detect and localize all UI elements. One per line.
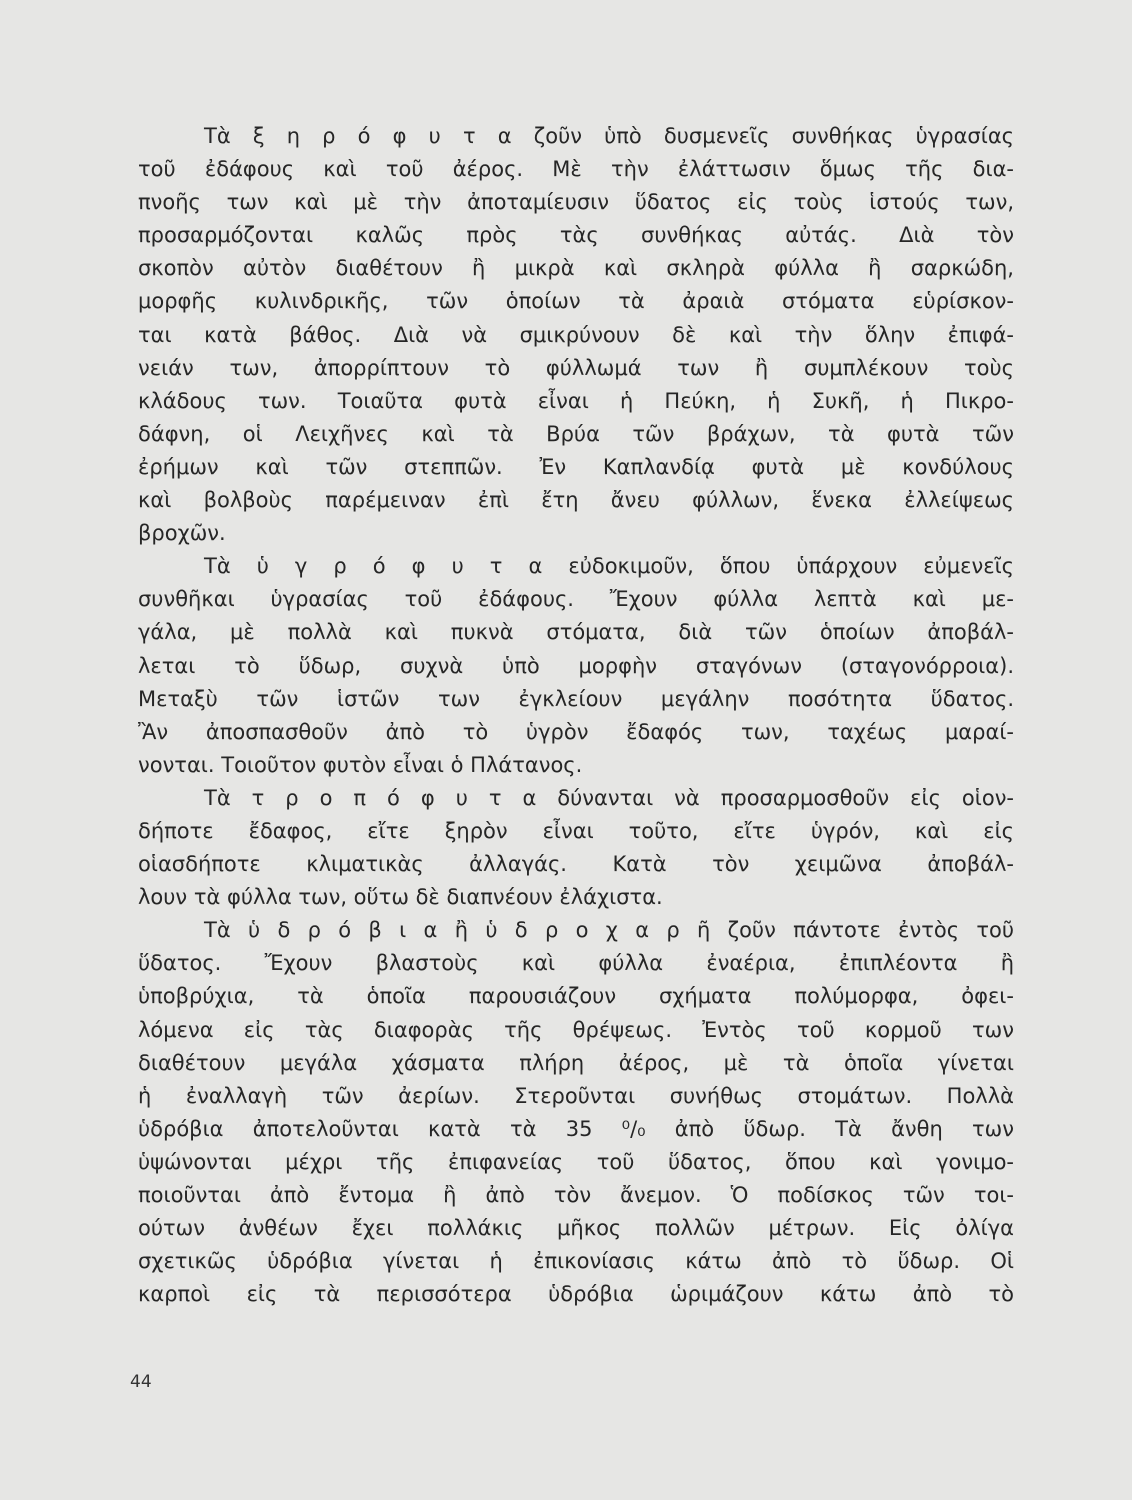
text-line: ὕδατος. Ἔχουν βλαστοὺς καὶ φύλλα ἐναέρια, ἐπιπλέοντα ἢ <box>138 951 1014 976</box>
text-line: ὑδρόβια ἀποτελοῦνται κατὰ τὰ 35 ⁰/₀ ἀπὸ ὕδωρ. Τὰ ἄνθη των <box>138 1116 1014 1141</box>
paragraph-tropophytes <box>138 782 1014 914</box>
text-line: πνοῆς των καὶ μὲ τὴν ἀποταμίευσιν ὕδατος εἰς τοὺς ἱστούς των, <box>138 190 1014 215</box>
text-line: καρποὶ εἰς τὰ περισσότερα ὑδρόβια ὡριμάζουν κάτω ἀπὸ τὸ <box>138 1282 1014 1307</box>
paragraph-hydrophytes <box>138 914 1014 1311</box>
text-line: τοῦ ἐδάφους καὶ τοῦ ἀέρος. Μὲ τὴν ἐλάττωσιν ὅμως τῆς δια- <box>138 157 1014 182</box>
text-line: γάλα, μὲ πολλὰ καὶ πυκνὰ στόματα, διὰ τῶν ὁποίων ἀποβάλ- <box>138 620 1014 645</box>
text-line: Μεταξὺ τῶν ἱστῶν των ἐγκλείουν μεγάλην ποσότητα ὕδατος. <box>138 686 1014 711</box>
text-line: δάφνη, οἱ Λειχῆνες καὶ τὰ Βρύα τῶν βράχων, τὰ φυτὰ τῶν <box>138 421 1014 446</box>
text-line: διαθέτουν μεγάλα χάσματα πλήρη ἀέρος, μὲ τὰ ὁποῖα γίνεται <box>138 1050 1014 1075</box>
text-line: ἐρήμων καὶ τῶν στεππῶν. Ἐν Καπλανδίᾳ φυτὰ μὲ κονδύλους <box>138 454 1014 479</box>
text-line: Τὰ τ ρ ο π ό φ υ τ α δύνανται νὰ προσαρμοσθοῦν εἰς οἱον- <box>204 785 1014 810</box>
text-line: καὶ βολβοὺς παρέμειναν ἐπὶ ἔτη ἄνευ φύλλων, ἕνεκα ἐλλείψεως <box>138 488 1014 513</box>
text-line: Τὰ ὑ δ ρ ό β ι α ἢ ὑ δ ρ ο χ α ρ ῆ ζοῦν πάντοτε ἐντὸς τοῦ <box>204 918 1014 943</box>
text-line: λεται τὸ ὕδωρ, συχνὰ ὑπὸ μορφὴν σταγόνων (σταγονόρροια). <box>138 653 1014 678</box>
paragraph-xerophytes <box>138 120 1014 550</box>
paragraph-hygrophytes <box>138 550 1014 782</box>
text-line: Ἂν ἀποσπασθοῦν ἀπὸ τὸ ὑγρὸν ἔδαφός των, ταχέως μαραί- <box>138 719 1014 744</box>
text-line: ται κατὰ βάθος. Διὰ νὰ σμικρύνουν δὲ καὶ τὴν ὅλην ἐπιφά- <box>138 322 1014 347</box>
text-line: μορφῆς κυλινδρικῆς, τῶν ὁποίων τὰ ἀραιὰ στόματα εὑρίσκον- <box>138 289 1014 314</box>
text-line: νειάν των, ἀπορρίπτουν τὸ φύλλωμά των ἢ συμπλέκουν τοὺς <box>138 355 1014 380</box>
text-line: ὑποβρύχια, τὰ ὁποῖα παρουσιάζουν σχήματα πολύμορφα, ὀφει- <box>138 984 1014 1009</box>
text-line: βροχῶν. <box>138 521 226 546</box>
text-line: σχετικῶς ὑδρόβια γίνεται ἡ ἐπικονίασις κάτω ἀπὸ τὸ ὕδωρ. Οἱ <box>138 1249 1014 1274</box>
text-line: οἱασδήποτε κλιματικὰς ἀλλαγάς. Κατὰ τὸν χειμῶνα ἀποβάλ- <box>138 852 1014 877</box>
text-line: προσαρμόζονται καλῶς πρὸς τὰς συνθήκας αὐτάς. Διὰ τὸν <box>138 223 1014 248</box>
text-line: νονται. Τοιοῦτον φυτὸν εἶναι ὁ Πλάτανος. <box>138 752 583 777</box>
text-line: ούτων ἀνθέων ἔχει πολλάκις μῆκος πολλῶν μέτρων. Εἰς ὀλίγα <box>138 1216 1014 1241</box>
text-line: δήποτε ἔδαφος, εἴτε ξηρὸν εἶναι τοῦτο, εἴτε ὑγρόν, καὶ εἰς <box>138 818 1014 843</box>
text-line: Τὰ ὑ γ ρ ό φ υ τ α εὐδοκιμοῦν, ὅπου ὑπάρχουν εὐμενεῖς <box>204 554 1014 579</box>
text-line: ποιοῦνται ἀπὸ ἔντομα ἢ ἀπὸ τὸν ἄνεμον. Ὁ ποδίσκος τῶν τοι- <box>138 1183 1014 1207</box>
text-line: λόμενα εἰς τὰς διαφορὰς τῆς θρέψεως. Ἐντὸς τοῦ κορμοῦ των <box>138 1017 1014 1042</box>
body-text <box>138 120 1014 1311</box>
text-line: σκοπὸν αὐτὸν διαθέτουν ἢ μικρὰ καὶ σκληρὰ φύλλα ἢ σαρκώδη, <box>138 256 1014 281</box>
text-line: λουν τὰ φύλλα των, οὕτω δὲ διαπνέουν ἐλάχιστα. <box>138 885 663 910</box>
text-line: ἡ ἐναλλαγὴ τῶν ἀερίων. Στεροῦνται συνήθως στομάτων. Πολλὰ <box>138 1083 1014 1108</box>
page-number: 44 <box>130 1372 152 1392</box>
text-line: ὑψώνονται μέχρι τῆς ἐπιφανείας τοῦ ὕδατος, ὅπου καὶ γονιμο- <box>138 1149 1014 1174</box>
text-line: Τὰ ξ η ρ ό φ υ τ α ζοῦν ὑπὸ δυσμενεῖς συνθήκας ὑγρασίας <box>204 124 1014 148</box>
text-line: συνθῆκαι ὑγρασίας τοῦ ἐδάφους. Ἔχουν φύλλα λεπτὰ καὶ με- <box>138 587 1014 612</box>
text-line: κλάδους των. Τοιαῦτα φυτὰ εἶναι ἡ Πεύκη, ἡ Συκῆ, ἡ Πικρο- <box>138 388 1014 413</box>
